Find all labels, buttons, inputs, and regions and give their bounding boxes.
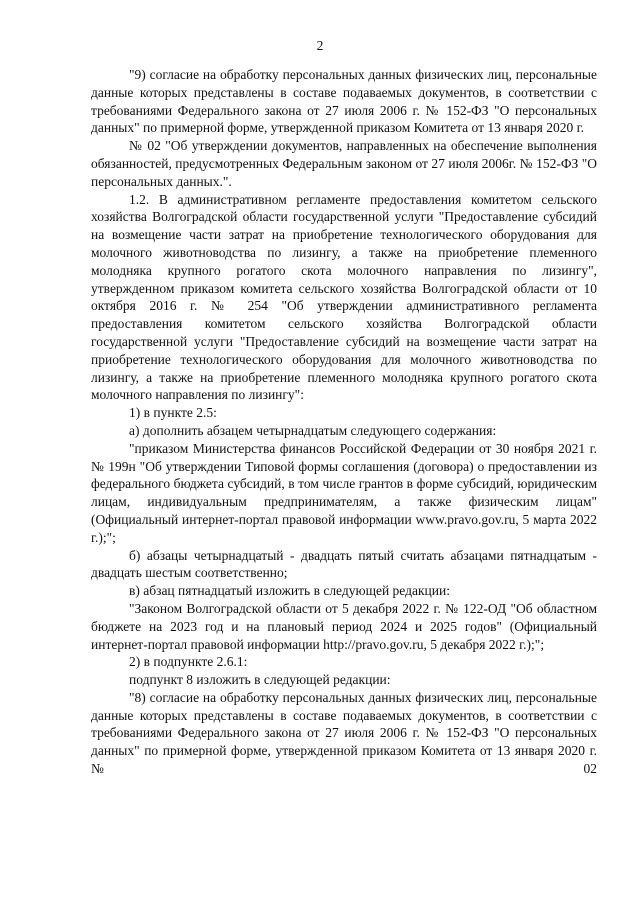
paragraph-regional-law: "Законом Волгоградской области от 5 декабря 2022 г. № 122-ОД "Об областном бюджете на 2023 год и на плановый период 2024 и 2025 годов" (Официальный интернет-портал правовой информации http://pravo.gov.ru, 5 декабря 2022 г.);";	[91, 600, 597, 652]
paragraph-minfin-order: "приказом Министерства финансов Российской Федерации от 30 ноября 2021 г. № 199н "Об утверждении Типовой формы соглашения (договора) о предоставлении из федерального бюджета субсидий, в том числе грантов в форме субсидий, юридическим лицам, индивидуальным предпринимателям, а также физическим лицам" (Официальный интернет-портал правовой информации www.pravo.gov.ru, 5 марта 2022 г.);";	[91, 440, 597, 545]
paragraph-item-2-5: 1) в пункте 2.5:	[129, 405, 217, 421]
paragraph-subitem-8: подпункт 8 изложить в следующей редакции:	[129, 672, 391, 688]
paragraph-order-02: № 02 "Об утверждении документов, направленных на обеспечение выполнения обязанностей, предусмотренных Федеральным законом от 27 июля 2006г. № 152-ФЗ "О персональных данных.".	[91, 138, 597, 189]
page-number: 2	[316, 38, 324, 53]
paragraph-sub-a: а) дополнить абзацем четырнадцатым следующего содержания:	[129, 422, 497, 438]
paragraph-sub-b: б) абзацы четырнадцатый - двадцать пятый считать абзацами пятнадцатым - двадцать шестым соответственно;	[91, 547, 597, 581]
document-body	[91, 66, 597, 778]
paragraph-consent-8: "8) согласие на обработку персональных данных физических лиц, персональные данные которых представлены в составе подаваемых документов, в соответствии с требованиями Федерального закона от 27 июля 2006 г. № 152-ФЗ "О персональных данных" по примерной форме, утвержденной приказом Комитета от 13 января 2020 г. № 02	[91, 689, 597, 777]
paragraph-1-2-regulation: 1.2. В административном регламенте предоставления комитетом сельского хозяйства Волгоградской области государственной услуги "Предоставление субсидий на возмещение части затрат на приобретение технологического оборудования для молочного животноводства по лизингу, а также на приобретение племенного молодняка крупного рогатого скота молочного направления по лизингу", утвержденном приказом комитета сельского хозяйства Волгоградской области от 10 октября 2016 г. № 254 "Об утверждении административного регламента предоставления комитетом сельского хозяйства Волгоградской области государственной услуги "Предоставление субсидий на возмещение части затрат на приобретение технологического оборудования для молочного животноводства по лизингу, а также на приобретение племенного молодняка крупного рогатого скота молочного направления по лизингу":	[91, 191, 597, 403]
paragraph-sub-v: в) абзац пятнадцатый изложить в следующей редакции:	[129, 583, 450, 599]
paragraph-item-2-6-1: 2) в подпункте 2.6.1:	[129, 654, 248, 670]
paragraph-consent-9: "9) согласие на обработку персональных данных физических лиц, персональные данные которых представлены в составе подаваемых документов, в соответствии с требованиями Федерального закона от 27 июля 2006 г. № 152-ФЗ "О персональных данных" по примерной форме, утвержденной приказом Комитета от 13 января 2020 г.	[91, 67, 597, 136]
